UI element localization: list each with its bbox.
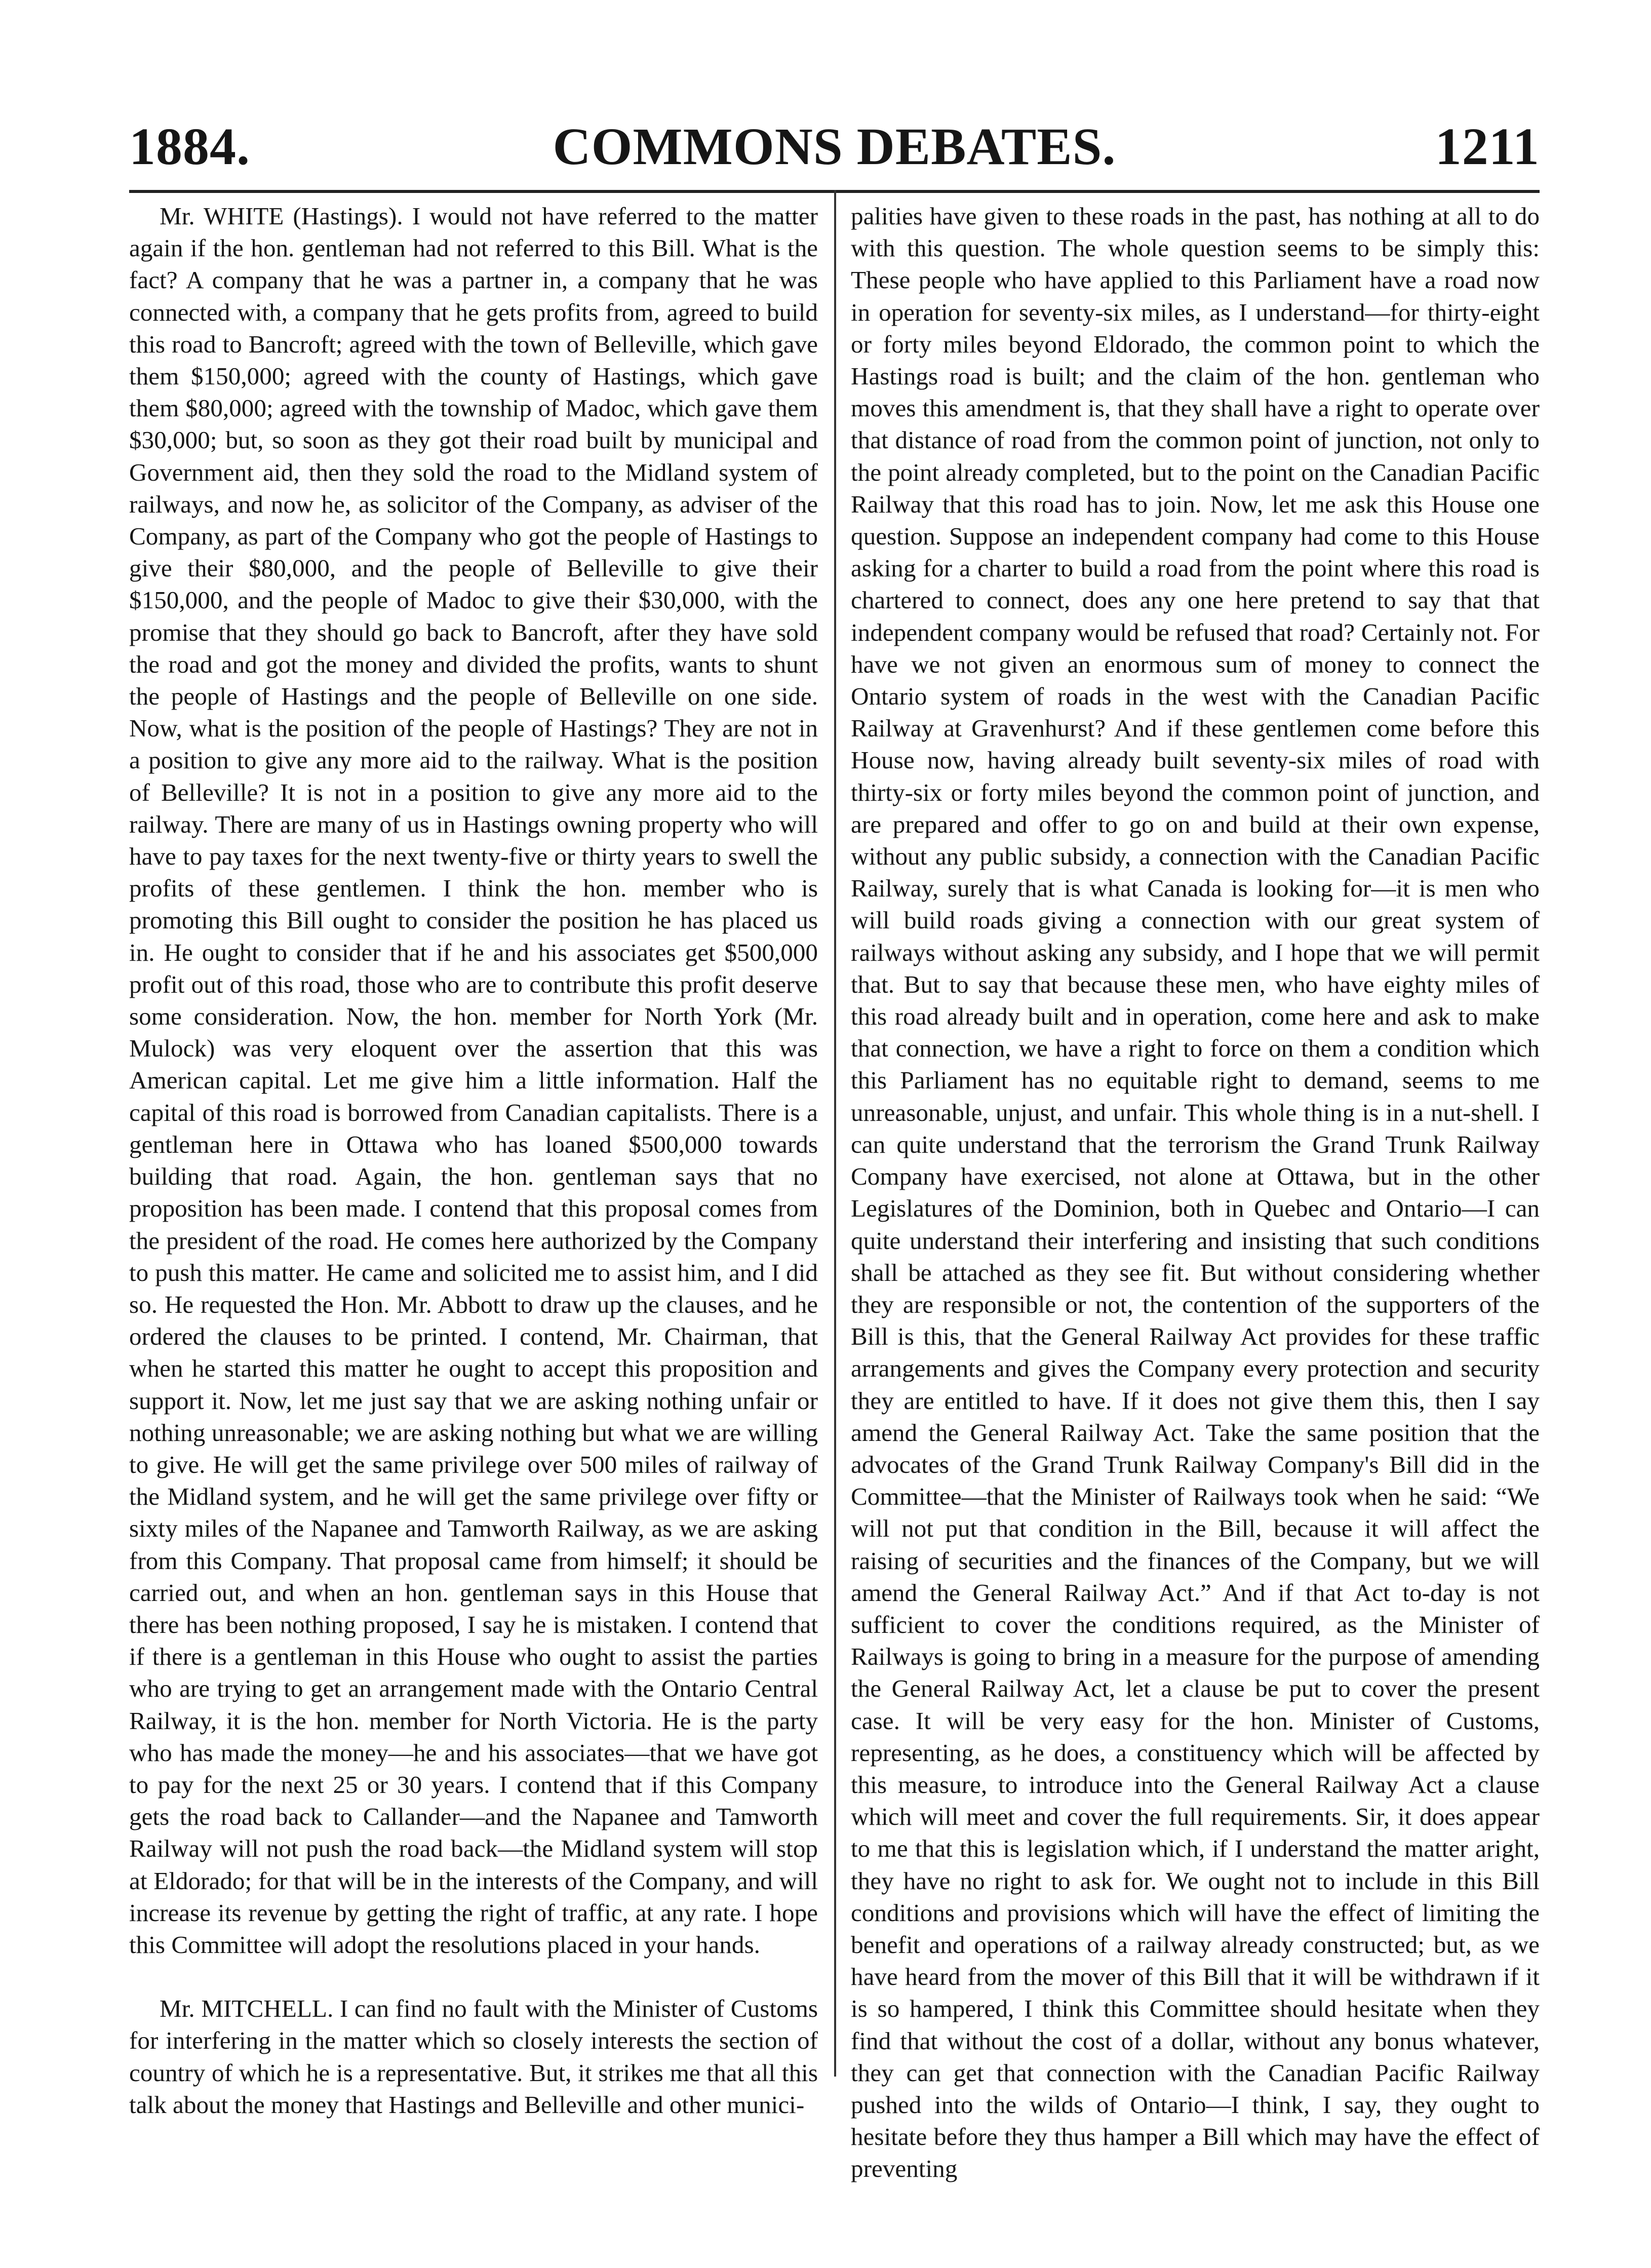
column-divider (834, 190, 836, 2077)
left-column (129, 200, 818, 2119)
speech-mitchell-continued: palities have given to these roads in the past, has nothing at all to do with this question. The whole question seems to be simply this: These people who have applied to this Parliament have a road now in operation for seventy-six miles, as I understand—for thirty-eight or forty miles beyond Eldorado, the common point to which the Hastings road is built; and the claim of the hon. gentleman who moves this amendment is, that they shall have a right to operate over that distance of road from the common point of junction, not only to the point already completed, but to the point on the Canadian Pacific Railway that this road has to join. Now, let me ask this House one question. Suppose an independent company had come to this House asking for a charter to build a road from the point where this road is chartered to connect, does any one here pretend to say that that independent company would be refused that road? Certainly not. For have we not given an enormous sum of money to connect the Ontario system of roads in the west with the Canadian Pacific Railway at Gravenhurst? And if these gentlemen come before this House now, having already built seventy-six miles of road with thirty-six or forty miles beyond the common point of junction, and are prepared and offer to go on and build at their own expense, without any public subsidy, a connection with the Canadian Pacific Railway, surely that is what Canada is looking for—it is men who will build roads giving a connection with our great system of railways without asking any subsidy, and I hope that we will permit that. But to say that because these men, who have eighty miles of this road already built and in operation, come here and ask to make that connection, we have a right to force on them a condition which this Parliament has no equitable right to demand, seems to me unreasonable, unjust, and unfair. This whole thing is in a nut-shell. I can quite understand that the terrorism the Grand Trunk Railway Company have exercised, not alone at Ottawa, but in the other Legislatures of the Dominion, both in Quebec and Ontario—I can quite understand their interfering and insisting that such conditions shall be attached as they see fit. But without considering whether they are responsible or not, the contention of the supporters of the Bill is this, that the General Railway Act provides for these traffic arrangements and gives the Company every protection and security they are entitled to have. If it does not give them this, then I say amend the General Railway Act. Take the same position that the advocates of the Grand Trunk Railway Company's Bill did in the Committee—that the Minister of Railways took when he said: “We will not put that condition in the Bill, because it will affect the raising of securities and the finances of the Company, but we will amend the General Railway Act.” And if that Act to-day is not sufficient to cover the conditions required, as the Minister of Railways is going to bring in a measure for the purpose of amending the General Railway Act, let a clause be put to cover the present case. It will be very easy for the hon. Minister of Customs, representing, as he does, a constituency which will be affected by this measure, to introduce into the General Railway Act a clause which will meet and cover the full requirements. Sir, it does appear to me that this is legislation which, if I understand the matter aright, they have no right to ask for. We ought not to include in this Bill conditions and provisions which will have the effect of limiting the benefit and operations of a railway already constructed; but, as we have heard from the mover of this Bill that it will be withdrawn if it is so hampered, I think this Committee should hesitate when they find that without the cost of a dollar, without any bonus whatever, they can get that connection with the Canadian Pacific Railway pushed into the wilds of Ontario—I think, I say, they ought to hesitate before they thus hamper a Bill which may have the effect of preventing (851, 202, 1540, 2183)
header-title: COMMONS DEBATES. (553, 118, 1116, 176)
speech-mitchell: Mr. MITCHELL. I can find no fault with the Minister of Customs for interfering in the matter which so closely interests the section of country of which he is a representative. But, it strikes me that all this talk about the money that Hastings and Belleville and other munici- (129, 1995, 818, 2119)
header-year: 1884. (129, 118, 250, 176)
header-page-number: 1211 (1435, 118, 1540, 176)
speech-white: Mr. WHITE (Hastings). I would not have referred to the matter again if the hon. gentleman had not referred to this Bill. What is the fact? A company that he was a partner in, a company that he was connected with, a company that he gets profits from, agreed to build this road to Bancroft; agreed with the town of Belleville, which gave them $150,000; agreed with the county of Hastings, which gave them $80,000; agreed with the township of Madoc, which gave them $30,000; but, so soon as they got their road built by municipal and Government aid, then they sold the road to the Midland system of railways, and now he, as solicitor of the Company, as adviser of the Company, as part of the Company who got the people of Hastings to give their $80,000, and the people of Belleville to give their $150,000, and the people of Madoc to give their $30,000, with the promise that they should go back to Bancroft, after they have sold the road and got the money and divided the profits, wants to shunt the people of Hastings and the people of Belleville on one side. Now, what is the position of the people of Hastings? They are not in a position to give any more aid to the railway. What is the position of Belleville? It is not in a position to give any more aid to the railway. There are many of us in Hastings owning property who will have to pay taxes for the next twenty-five or thirty years to swell the profits of these gentlemen. I think the hon. member who is promoting this Bill ought to consider the position he has placed us in. He ought to consider that if he and his associates get $500,000 profit out of this road, those who are to contribute this profit deserve some consideration. Now, the hon. member for North York (Mr. Mulock) was very eloquent over the assertion that this was American capital. Let me give him a little information. Half the capital of this road is borrowed from Canadian capitalists. There is a gentleman here in Ottawa who has loaned $500,000 towards building that road. Again, the hon. gentleman says that no proposition has been made. I contend that this proposal comes from the president of the road. He comes here authorized by the Company to push this matter. He came and solicited me to assist him, and I did so. He requested the Hon. Mr. Abbott to draw up the clauses, and he ordered the clauses to be printed. I contend, Mr. Chairman, that when he started this matter he ought to accept this proposition and support it. Now, let me just say that we are asking nothing unfair or nothing unreasonable; we are asking nothing but what we are willing to give. He will get the same privilege over 500 miles of railway of the Midland system, and he will get the same privilege over fifty or sixty miles of the Napanee and Tamworth Railway, as we are asking from this Company. That proposal came from himself; it should be carried out, and when an hon. gentleman says in this House that there has been nothing proposed, I say he is mistaken. I contend that if there is a gentleman in this House who ought to assist the parties who are trying to get an arrangement made with the Ontario Central Railway, it is the hon. member for North Victoria. He is the party who has made the money—he and his associates—that we have got to pay for the next 25 or 30 years. I contend that if this Company gets the road back to Callander—and the Napanee and Tamworth Railway will not push the road back—the Midland system will stop at Eldorado; for that will be in the interests of the Company, and will increase its revenue by getting the right of traffic, at any rate. I hope this Committee will adopt the resolutions placed in your hands. (129, 202, 818, 1959)
right-column (851, 200, 1540, 2183)
page-header (129, 109, 1540, 185)
